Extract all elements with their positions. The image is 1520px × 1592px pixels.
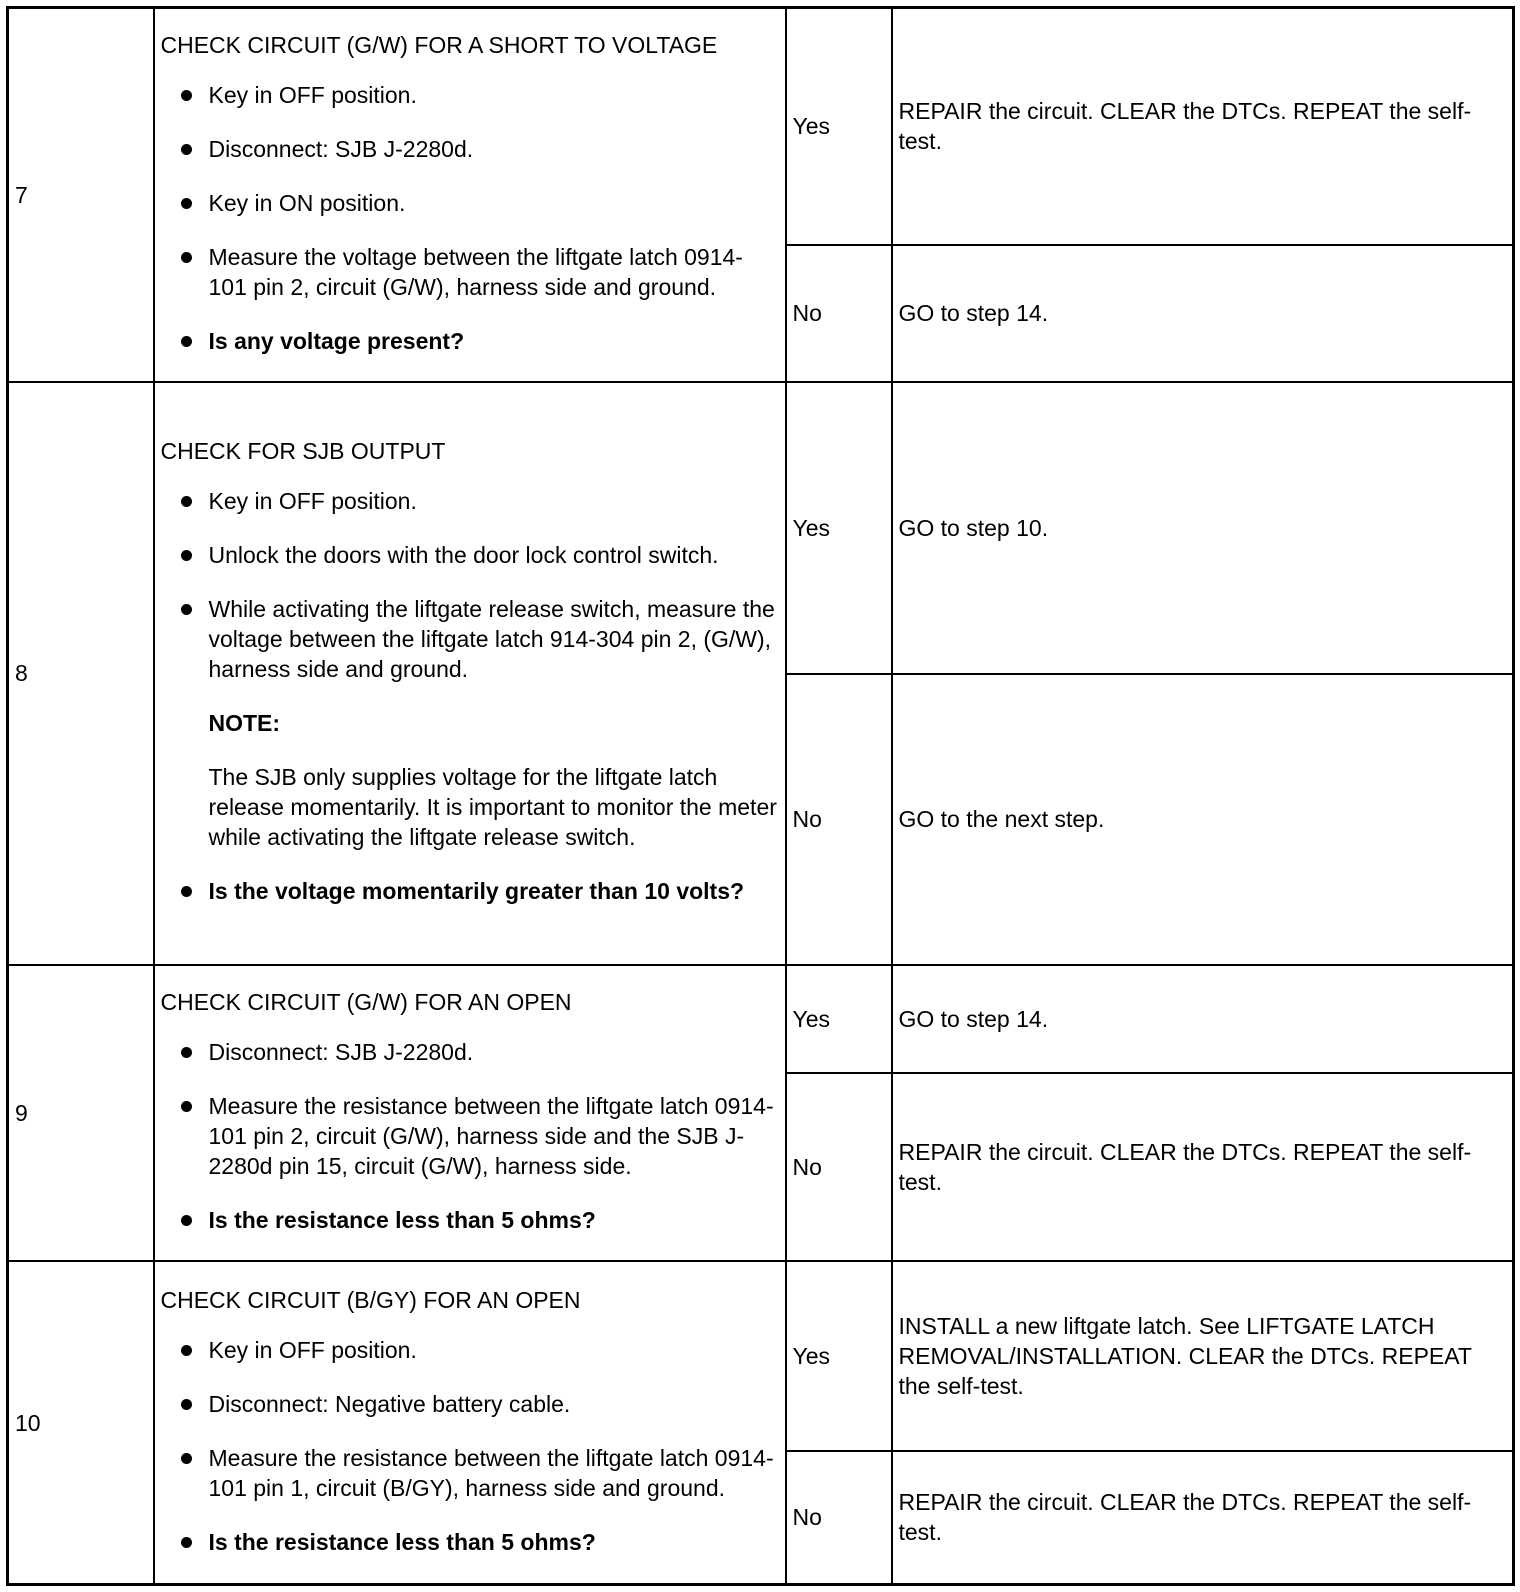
result-no: GO to the next step. xyxy=(892,674,1514,965)
action-item: Key in OFF position. xyxy=(209,486,779,516)
step-10-yes-row xyxy=(8,1261,1514,1450)
answer-yes: Yes xyxy=(786,382,892,674)
answer-no: No xyxy=(786,1073,892,1261)
note-label: NOTE: xyxy=(208,710,281,737)
answer-yes: Yes xyxy=(786,965,892,1073)
action-item: Disconnect: Negative battery cable. xyxy=(209,1389,779,1419)
step-7-yes-row xyxy=(8,8,1514,245)
test-cell xyxy=(154,1261,786,1584)
action-item: Measure the resistance between the liftgate latch 0914-101 pin 1, circuit (B/GY), harness side and ground. xyxy=(209,1443,779,1503)
action-list xyxy=(161,486,779,906)
diagnostic-table xyxy=(6,6,1515,1586)
step-title: CHECK FOR SJB OUTPUT xyxy=(160,438,446,465)
question: Is any voltage present? xyxy=(209,326,779,356)
step-8-yes-row xyxy=(8,382,1514,674)
result-no: REPAIR the circuit. CLEAR the DTCs. REPEAT the self-test. xyxy=(892,1073,1514,1261)
step-number: 7 xyxy=(8,8,154,383)
result-yes: INSTALL a new liftgate latch. See LIFTGATE LATCH REMOVAL/INSTALLATION. CLEAR the DTCs. REPEAT the self-test. xyxy=(892,1261,1514,1450)
step-title: CHECK CIRCUIT (G/W) FOR AN OPEN xyxy=(160,988,572,1015)
action-item: Disconnect: SJB J-2280d. xyxy=(209,1037,779,1067)
action-list xyxy=(161,1037,779,1235)
action-item: Measure the voltage between the liftgate latch 0914-101 pin 2, circuit (G/W), harness side and ground. xyxy=(209,242,779,302)
answer-no: No xyxy=(786,674,892,965)
question: Is the resistance less than 5 ohms? xyxy=(209,1205,779,1235)
test-cell xyxy=(154,965,786,1262)
answer-yes: Yes xyxy=(786,8,892,245)
test-cell xyxy=(154,382,786,964)
action-item: Key in OFF position. xyxy=(209,80,779,110)
result-no: GO to step 14. xyxy=(892,245,1514,383)
action-item: Key in OFF position. xyxy=(209,1335,779,1365)
note-block xyxy=(209,708,779,852)
step-number: 8 xyxy=(8,382,154,964)
test-cell xyxy=(154,8,786,383)
step-number: 10 xyxy=(8,1261,154,1584)
note-text: The SJB only supplies voltage for the liftgate latch release momentarily. It is important to monitor the meter while activating the liftgate release switch. xyxy=(208,764,777,851)
action-item: Key in ON position. xyxy=(209,188,779,218)
step-number: 9 xyxy=(8,965,154,1262)
result-yes: GO to step 14. xyxy=(892,965,1514,1073)
step-title: CHECK CIRCUIT (B/GY) FOR AN OPEN xyxy=(160,1286,581,1313)
step-9-yes-row xyxy=(8,965,1514,1073)
action-list xyxy=(161,1335,779,1557)
result-yes: REPAIR the circuit. CLEAR the DTCs. REPEAT the self-test. xyxy=(892,8,1514,245)
step-title: CHECK CIRCUIT (G/W) FOR A SHORT TO VOLTAGE xyxy=(160,32,718,59)
action-item: Measure the resistance between the liftgate latch 0914-101 pin 2, circuit (G/W), harness side and the SJB J-2280d pin 15, circuit (G/W), harness side. xyxy=(209,1091,779,1181)
question: Is the resistance less than 5 ohms? xyxy=(209,1527,779,1557)
question: Is the voltage momentarily greater than 10 volts? xyxy=(209,876,779,906)
result-yes: GO to step 10. xyxy=(892,382,1514,674)
action-list xyxy=(161,80,779,356)
result-no: REPAIR the circuit. CLEAR the DTCs. REPEAT the self-test. xyxy=(892,1451,1514,1585)
action-item: Disconnect: SJB J-2280d. xyxy=(209,134,779,164)
answer-yes: Yes xyxy=(786,1261,892,1450)
answer-no: No xyxy=(786,1451,892,1585)
action-item: Unlock the doors with the door lock control switch. xyxy=(209,540,779,570)
action-item: While activating the liftgate release switch, measure the voltage between the liftgate latch 914-304 pin 2, (G/W), harness side and ground. xyxy=(209,594,779,684)
answer-no: No xyxy=(786,245,892,383)
